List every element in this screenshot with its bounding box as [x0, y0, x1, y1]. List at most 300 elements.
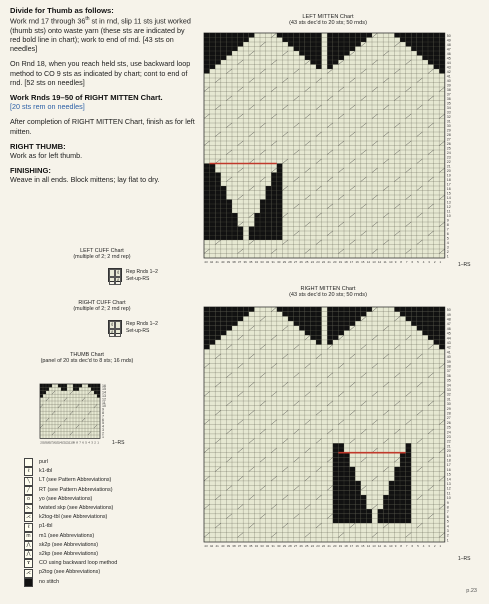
svg-text:12: 12 — [102, 397, 106, 402]
legend-label: p2tog (see Abbreviations) — [39, 569, 101, 576]
legend-label: purl — [39, 459, 48, 465]
svg-text:22: 22 — [321, 543, 326, 548]
right-mitten-rs-label: 1–RS — [458, 556, 471, 562]
svg-text:17: 17 — [349, 543, 354, 548]
svg-text:22: 22 — [321, 259, 326, 264]
svg-text:37: 37 — [446, 369, 451, 374]
thumb-cells — [40, 384, 106, 445]
svg-text:4: 4 — [422, 259, 425, 264]
legend-label: k2tog-tbl (see Abbreviations) — [39, 514, 108, 521]
legend-item — [24, 486, 194, 495]
svg-text:14: 14 — [446, 477, 451, 482]
svg-text:39: 39 — [446, 359, 451, 364]
svg-text:4: 4 — [102, 424, 104, 429]
svg-text:6: 6 — [102, 417, 104, 422]
svg-text:24: 24 — [446, 150, 451, 155]
svg-text:1: 1 — [439, 259, 442, 264]
svg-text:14: 14 — [366, 543, 371, 548]
svg-text:29: 29 — [282, 543, 287, 548]
svg-text:11: 11 — [67, 440, 71, 445]
svg-text:15: 15 — [361, 543, 365, 548]
svg-text:39: 39 — [226, 259, 231, 264]
svg-text:27: 27 — [293, 259, 298, 264]
svg-text:11: 11 — [102, 400, 106, 405]
svg-text:17: 17 — [349, 259, 354, 264]
svg-text:18: 18 — [446, 177, 451, 182]
legend-item — [24, 532, 194, 541]
svg-text:28: 28 — [288, 259, 292, 264]
divide-heading: Divide for Thumb as follows: — [10, 6, 114, 15]
right-mitten-cells — [204, 307, 451, 548]
svg-text:17: 17 — [446, 182, 451, 187]
svg-text:48: 48 — [446, 317, 451, 322]
left-mitten-chart — [200, 14, 456, 269]
svg-text:30: 30 — [277, 543, 281, 548]
svg-text:45: 45 — [446, 331, 451, 336]
legend-label: m1 (see Abbreviations) — [39, 532, 95, 539]
right-cuff-rep: Rep Rnds 1–2 — [126, 321, 158, 327]
svg-text:9: 9 — [73, 440, 75, 445]
svg-text:20: 20 — [333, 259, 337, 264]
svg-text:38: 38 — [232, 543, 236, 548]
svg-text:38: 38 — [232, 259, 236, 264]
svg-text:42: 42 — [446, 69, 451, 74]
svg-text:41: 41 — [215, 543, 219, 548]
svg-text:42: 42 — [209, 543, 214, 548]
legend-item — [24, 578, 194, 587]
svg-text:28: 28 — [446, 411, 451, 416]
svg-text:50: 50 — [446, 33, 451, 38]
svg-text:2: 2 — [433, 259, 436, 264]
thumb-title: THUMB Chart — [70, 352, 104, 358]
thumb-subtitle: (panel of 20 sts dec'd to 8 sts; 16 rnds) — [40, 358, 134, 365]
svg-text:43: 43 — [204, 543, 208, 548]
svg-text:23: 23 — [446, 434, 451, 439]
svg-text:16: 16 — [446, 186, 451, 191]
svg-text:25: 25 — [446, 146, 451, 151]
legend-item — [24, 458, 194, 467]
svg-text:31: 31 — [446, 397, 451, 402]
svg-text:22: 22 — [446, 159, 451, 164]
svg-text:44: 44 — [446, 60, 451, 65]
page-number: p.23 — [466, 588, 477, 594]
svg-text:9: 9 — [394, 543, 397, 548]
svg-text:17: 17 — [49, 440, 53, 445]
svg-text:10: 10 — [70, 440, 74, 445]
svg-text:4: 4 — [446, 524, 449, 529]
svg-text:8: 8 — [400, 543, 402, 548]
svg-text:42: 42 — [446, 345, 451, 350]
after-body: After completion of RIGHT MITTEN Chart, finish as for left mitten. — [10, 117, 195, 136]
svg-text:39: 39 — [446, 83, 451, 88]
svg-text:19: 19 — [338, 543, 343, 548]
svg-text:24: 24 — [446, 430, 451, 435]
svg-text:26: 26 — [446, 420, 451, 425]
left-mitten-subtitle: (43 sts dec'd to 20 sts; 50 rnds) — [289, 20, 367, 27]
svg-text:35: 35 — [249, 259, 253, 264]
svg-text:3: 3 — [428, 543, 430, 548]
legend-label: p1-tbl — [39, 523, 53, 530]
svg-text:6: 6 — [411, 543, 414, 548]
legend-label: k1-tbl — [39, 468, 53, 475]
svg-text:18: 18 — [344, 543, 348, 548]
svg-text:40: 40 — [221, 259, 225, 264]
work-body: [20 sts rem on needles] — [10, 102, 85, 112]
svg-text:43: 43 — [204, 259, 208, 264]
svg-text:11: 11 — [383, 259, 387, 264]
svg-text:6: 6 — [82, 440, 84, 445]
legend-symbol-icon: m — [24, 532, 33, 541]
svg-text:46: 46 — [446, 51, 451, 56]
svg-text:7: 7 — [446, 510, 449, 515]
svg-text:27: 27 — [446, 416, 451, 421]
left-mitten-cells — [204, 33, 451, 264]
legend-symbol-icon: ⋀ — [24, 541, 33, 550]
svg-text:27: 27 — [293, 543, 298, 548]
svg-text:21: 21 — [446, 444, 451, 449]
legend-item — [24, 513, 194, 522]
svg-text:5: 5 — [417, 543, 419, 548]
svg-text:5: 5 — [417, 259, 419, 264]
svg-text:47: 47 — [446, 47, 451, 52]
finishing-body: Weave in all ends. Block mittens; lay flat to dry. — [10, 175, 160, 185]
svg-text:2: 2 — [446, 249, 449, 254]
work-heading: Work Rnds 19–50 of RIGHT MITTEN Chart. — [10, 93, 163, 103]
svg-text:10: 10 — [446, 213, 451, 218]
svg-text:31: 31 — [271, 543, 275, 548]
svg-text:29: 29 — [446, 406, 451, 411]
left-cuff-setup: Set-up-RS — [126, 276, 150, 282]
svg-text:3: 3 — [446, 245, 449, 250]
svg-text:28: 28 — [446, 132, 451, 137]
svg-text:18: 18 — [344, 259, 348, 264]
left-cuff-grid: ℓ ℓ — [108, 268, 122, 282]
svg-text:8: 8 — [102, 411, 104, 415]
svg-text:10: 10 — [389, 259, 393, 264]
svg-text:7: 7 — [405, 543, 408, 548]
legend-symbol-icon: ℓ — [24, 523, 33, 532]
svg-text:24: 24 — [310, 259, 315, 264]
svg-text:20: 20 — [446, 448, 451, 453]
svg-text:12: 12 — [446, 486, 451, 491]
right-cuff-grid: ℓ ℓ — [108, 320, 122, 334]
svg-text:27: 27 — [446, 137, 451, 142]
left-cuff-title: LEFT CUFF Chart — [80, 248, 124, 254]
svg-text:46: 46 — [446, 326, 451, 331]
thumb-chart — [38, 382, 110, 446]
legend-symbol-icon: o — [24, 495, 33, 504]
svg-text:17: 17 — [446, 463, 451, 468]
left-mitten-title: LEFT MITTEN Chart — [302, 14, 354, 20]
svg-text:30: 30 — [446, 401, 451, 406]
instructions-column — [10, 6, 196, 191]
legend-item — [24, 568, 194, 577]
svg-text:49: 49 — [446, 38, 451, 43]
svg-text:10: 10 — [446, 495, 451, 500]
legend-symbol-icon — [24, 458, 33, 467]
svg-text:13: 13 — [372, 543, 376, 548]
svg-text:43: 43 — [446, 65, 451, 70]
legend-symbol-icon: ℓ — [24, 467, 33, 476]
right-cuff-title: RIGHT CUFF Chart — [78, 300, 126, 306]
left-cuff-subtitle: (multiple of 2; 2 rnd rep) — [73, 254, 131, 261]
svg-text:4: 4 — [422, 543, 425, 548]
svg-text:41: 41 — [446, 74, 451, 79]
svg-text:19: 19 — [446, 173, 451, 178]
svg-text:5: 5 — [102, 421, 104, 426]
svg-text:19: 19 — [338, 259, 343, 264]
svg-text:15: 15 — [55, 440, 59, 445]
legend-label: LT (see Pattern Abbreviations) — [39, 477, 112, 484]
svg-text:19: 19 — [43, 440, 47, 445]
svg-text:34: 34 — [254, 543, 259, 548]
svg-text:43: 43 — [446, 340, 451, 345]
svg-text:14: 14 — [446, 195, 451, 200]
svg-text:5: 5 — [85, 440, 87, 445]
svg-text:14: 14 — [102, 390, 106, 395]
svg-text:12: 12 — [446, 204, 451, 209]
svg-text:16: 16 — [102, 383, 106, 388]
svg-text:2: 2 — [102, 431, 104, 436]
svg-text:7: 7 — [102, 414, 104, 419]
svg-text:40: 40 — [446, 354, 451, 359]
divide-body: Work rnd 17 through 36th st in rnd, slip 11 sts just worked (thumb sts) onto waste yarn (these sts are indicated by red bold line in chart); work to end of rnd. [43 sts on needles] — [10, 16, 191, 54]
svg-text:30: 30 — [277, 259, 281, 264]
svg-text:15: 15 — [446, 472, 451, 477]
svg-text:26: 26 — [299, 543, 303, 548]
rnd18-body: On Rnd 18, when you reach held sts, use backward loop method to CO 9 sts as indicated by chart; cont to end of rnd. [52 sts on needles] — [10, 59, 191, 87]
svg-text:2: 2 — [94, 440, 96, 445]
svg-text:18: 18 — [446, 458, 451, 463]
svg-text:23: 23 — [446, 155, 451, 160]
svg-text:32: 32 — [265, 543, 270, 548]
svg-text:36: 36 — [243, 543, 247, 548]
thumb-grid — [38, 382, 110, 446]
svg-text:12: 12 — [64, 440, 68, 445]
svg-text:1: 1 — [97, 440, 99, 445]
right-cuff-chart — [42, 300, 172, 336]
svg-text:12: 12 — [377, 543, 382, 548]
svg-text:13: 13 — [446, 481, 451, 486]
left-cuff-rep: Rep Rnds 1–2 — [126, 269, 158, 275]
stitch-legend — [24, 458, 194, 587]
svg-text:14: 14 — [58, 440, 62, 445]
svg-text:16: 16 — [446, 467, 451, 472]
svg-text:3: 3 — [91, 440, 93, 445]
legend-item — [24, 550, 194, 559]
svg-text:8: 8 — [446, 222, 449, 227]
svg-text:32: 32 — [265, 259, 270, 264]
svg-text:1: 1 — [439, 543, 442, 548]
svg-text:37: 37 — [237, 543, 242, 548]
svg-text:28: 28 — [288, 543, 292, 548]
svg-text:29: 29 — [446, 128, 451, 133]
svg-text:21: 21 — [327, 259, 331, 264]
svg-text:1: 1 — [446, 538, 449, 543]
svg-text:9: 9 — [102, 407, 104, 412]
svg-text:44: 44 — [446, 336, 451, 341]
svg-text:15: 15 — [361, 259, 365, 264]
svg-text:11: 11 — [446, 491, 451, 496]
svg-text:15: 15 — [446, 191, 451, 196]
legend-item — [24, 559, 194, 568]
svg-text:31: 31 — [446, 119, 451, 124]
svg-text:40: 40 — [221, 543, 225, 548]
svg-text:38: 38 — [446, 364, 451, 369]
svg-text:33: 33 — [446, 110, 451, 115]
svg-text:33: 33 — [260, 259, 264, 264]
legend-label: CO using backward loop method — [39, 560, 118, 567]
svg-text:26: 26 — [299, 259, 303, 264]
svg-text:32: 32 — [446, 392, 451, 397]
svg-text:25: 25 — [446, 425, 451, 430]
svg-text:13: 13 — [446, 200, 451, 205]
svg-text:13: 13 — [372, 259, 376, 264]
svg-text:35: 35 — [446, 101, 451, 106]
svg-text:14: 14 — [366, 259, 371, 264]
svg-text:41: 41 — [215, 259, 219, 264]
svg-text:26: 26 — [446, 141, 451, 146]
svg-text:6: 6 — [446, 231, 449, 236]
svg-text:42: 42 — [209, 259, 214, 264]
svg-text:34: 34 — [446, 105, 451, 110]
svg-text:36: 36 — [446, 373, 451, 378]
svg-text:3: 3 — [428, 259, 430, 264]
legend-item — [24, 467, 194, 476]
legend-label: twisted skp (see Abbreviations) — [39, 505, 114, 512]
svg-text:33: 33 — [260, 543, 264, 548]
svg-text:8: 8 — [446, 505, 449, 510]
svg-text:45: 45 — [446, 56, 451, 61]
right-mitten-subtitle: (43 sts dec'd to 20 sts; 50 rnds) — [289, 292, 367, 299]
svg-text:20: 20 — [446, 168, 451, 173]
legend-label: sk2p (see Abbreviations) — [39, 541, 99, 548]
svg-text:3: 3 — [102, 428, 104, 432]
svg-text:8: 8 — [400, 259, 402, 264]
legend-symbol-icon: ⋀ — [24, 550, 33, 559]
svg-text:47: 47 — [446, 322, 451, 327]
svg-text:9: 9 — [446, 218, 449, 223]
svg-text:24: 24 — [310, 543, 315, 548]
svg-text:25: 25 — [305, 543, 309, 548]
legend-item — [24, 495, 194, 504]
svg-text:34: 34 — [254, 259, 259, 264]
legend-symbol-icon: ⋌ — [26, 569, 31, 576]
legend-symbol-icon: ⋋ — [26, 505, 31, 512]
svg-text:34: 34 — [446, 383, 451, 388]
right-mitten-chart — [200, 286, 456, 551]
svg-text:25: 25 — [305, 259, 309, 264]
svg-text:4: 4 — [446, 240, 449, 245]
svg-text:1: 1 — [446, 254, 449, 259]
left-mitten-rs-label: 1–RS — [458, 262, 471, 268]
svg-text:6: 6 — [446, 514, 449, 519]
svg-text:48: 48 — [446, 42, 451, 47]
svg-text:49: 49 — [446, 312, 451, 317]
svg-text:7: 7 — [405, 259, 408, 264]
svg-text:16: 16 — [355, 543, 359, 548]
legend-item — [24, 541, 194, 550]
svg-text:39: 39 — [226, 543, 231, 548]
svg-text:20: 20 — [40, 440, 44, 445]
svg-text:4: 4 — [88, 440, 90, 445]
legend-symbol-icon: ɤ — [24, 559, 33, 568]
svg-text:1: 1 — [102, 434, 104, 439]
legend-symbol-icon: ⋌ — [26, 514, 31, 521]
svg-text:21: 21 — [327, 543, 331, 548]
legend-label: RT (see Pattern Abbreviations) — [39, 486, 113, 493]
svg-text:50: 50 — [446, 307, 451, 312]
svg-text:23: 23 — [316, 259, 320, 264]
svg-text:9: 9 — [446, 500, 449, 505]
svg-text:20: 20 — [333, 543, 337, 548]
svg-text:19: 19 — [446, 453, 451, 458]
svg-text:38: 38 — [446, 87, 451, 92]
svg-text:2: 2 — [446, 533, 449, 538]
legend-label: s2kp (see Abbreviations) — [39, 551, 99, 558]
svg-text:22: 22 — [446, 439, 451, 444]
svg-text:2: 2 — [433, 543, 436, 548]
svg-text:11: 11 — [446, 209, 451, 214]
legend-symbol-icon: ╲ — [24, 477, 33, 486]
svg-text:40: 40 — [446, 78, 451, 83]
right-cuff-subtitle: (multiple of 2; 2 rnd rep) — [73, 306, 131, 313]
svg-text:37: 37 — [237, 259, 242, 264]
svg-text:5: 5 — [446, 519, 449, 524]
thumb-body: Work as for left thumb. — [10, 151, 83, 161]
svg-text:21: 21 — [446, 164, 451, 169]
svg-text:35: 35 — [446, 378, 451, 383]
svg-text:10: 10 — [102, 404, 106, 409]
legend-label: no stitch — [39, 578, 60, 585]
svg-text:3: 3 — [446, 528, 449, 533]
thumb-rs-label: 1–RS — [112, 440, 125, 446]
svg-text:11: 11 — [383, 543, 387, 548]
svg-text:35: 35 — [249, 543, 253, 548]
svg-text:18: 18 — [46, 440, 50, 445]
svg-text:37: 37 — [446, 92, 451, 97]
svg-text:13: 13 — [102, 394, 106, 398]
svg-text:7: 7 — [79, 440, 81, 445]
svg-text:15: 15 — [102, 387, 106, 392]
svg-text:5: 5 — [446, 236, 449, 241]
svg-text:23: 23 — [316, 543, 320, 548]
right-cuff-setup: Set-up-RS — [126, 328, 150, 334]
svg-text:16: 16 — [52, 440, 56, 445]
svg-text:29: 29 — [282, 259, 287, 264]
svg-text:13: 13 — [61, 440, 65, 445]
legend-item — [24, 522, 194, 531]
svg-text:16: 16 — [355, 259, 359, 264]
svg-text:10: 10 — [389, 543, 393, 548]
left-cuff-chart — [42, 248, 172, 284]
legend-symbol-icon: ╱ — [24, 486, 33, 495]
left-mitten-grid — [200, 29, 456, 269]
svg-text:36: 36 — [446, 96, 451, 101]
svg-text:30: 30 — [446, 123, 451, 128]
legend-item — [24, 476, 194, 485]
svg-text:31: 31 — [271, 259, 275, 264]
thumb-caption — [32, 352, 142, 365]
svg-text:7: 7 — [446, 227, 449, 232]
svg-text:9: 9 — [394, 259, 397, 264]
finishing-heading: FINISHING: — [10, 166, 51, 176]
legend-symbol-icon — [24, 578, 33, 587]
legend-item — [24, 504, 194, 513]
svg-text:33: 33 — [446, 387, 451, 392]
legend-label: yo (see Abbreviations) — [39, 495, 93, 502]
svg-text:36: 36 — [243, 259, 247, 264]
